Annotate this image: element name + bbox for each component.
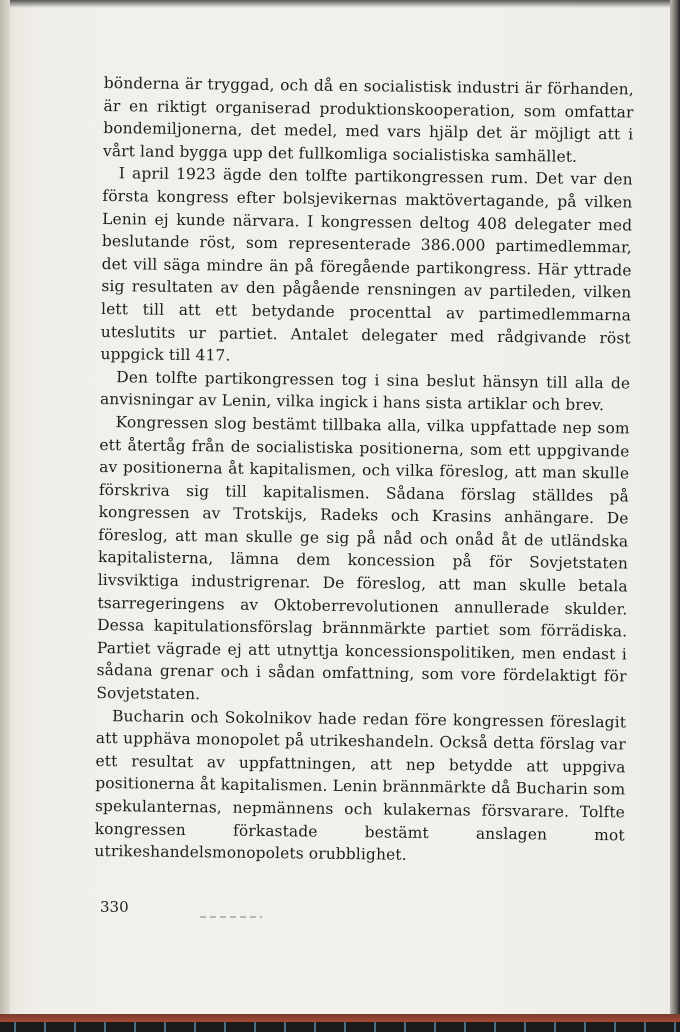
book-cover-edge [0, 1014, 680, 1022]
paragraph-1: bönderna är tryggad, och då en socialistisk industri är förhanden, är en riktigt organiserad produktionskooperation, som omfattar bondemiljonerna, det medel, med vars hjälp det är möjligt att i vårt land bygga upp det fullkomliga socialistiska samhället. [102, 73, 634, 166]
paragraph-4: Kongressen slog bestämt tillbaka alla, vilka uppfattade nep som ett återtåg från de socialistiska positionerna, som ett uppgivande av positionerna åt kapitalismen, och vilka föreslog, att man skulle förskriva sig till kapitalismen. Sådana förslag ställdes på kongressen av Trotskijs, Radeks och Krasins anhängare. De föreslog, att man skulle ge sig på nåd och onåd åt de utländska kapitalisterna, lämna dem koncession på för Sovjetstaten livsviktiga industrigrenar. De föreslog, att man skulle betala tsarregeringens av Oktoberrevolutionen annullerade skulder. Dessa kapitulationsförslag brännmärkte partiet som förrädiska. Partiet vägrade ej att utnyttja koncessionspolitiken, men endast i sådana grenar och i sådan omfattning, som vore fördelaktigt för Sovjetstaten. [96, 413, 630, 704]
page-right-edge [670, 0, 680, 1032]
top-shadow [0, 0, 680, 8]
paragraph-3: Den tolfte partikongressen tog i sina beslut hänsyn till alla de anvisningar av Lenin, vilka ingick i hans sista artiklar och brev. [99, 367, 631, 415]
paragraph-2: I april 1923 ägde den tolfte partikongressen rum. Det var den första kongress efter bolsjevikernas maktövertagande, på vilken Lenin ej kunde närvara. I kongressen deltog 408 delegater med beslutande röst, som representerade 386.000 partimedlemmar, det vill säga mindre än på föregående partikongress. Här yttrade sig resultaten av den pågående rensningen av partileden, vilken lett till att ett betydande procenttal av partimedlemmarna uteslutits ur partiet. Antalet delegater med rådgivande röst uppgick till 417. [100, 164, 633, 365]
body-text [94, 72, 634, 869]
measuring-ruler [0, 1022, 680, 1032]
page-number: 330 [100, 898, 129, 916]
page-left-edge [0, 0, 10, 1032]
print-smudge [200, 916, 262, 918]
paragraph-5: Bucharin och Sokolnikov hade redan före kongressen föreslagit att upphäva monopolet på utrikeshandeln. Också detta förslag var ett resultat av uppfattningen, att nep betydde att uppgiva positionerna åt kapitalismen. Lenin brännmärkte då Bucharin som spekulanternas, nepmännens och kulakernas försvarare. Tolfte kongressen förkastade bestämt anslagen mot utrikeshandelsmonopolets orubblighet. [94, 706, 627, 864]
